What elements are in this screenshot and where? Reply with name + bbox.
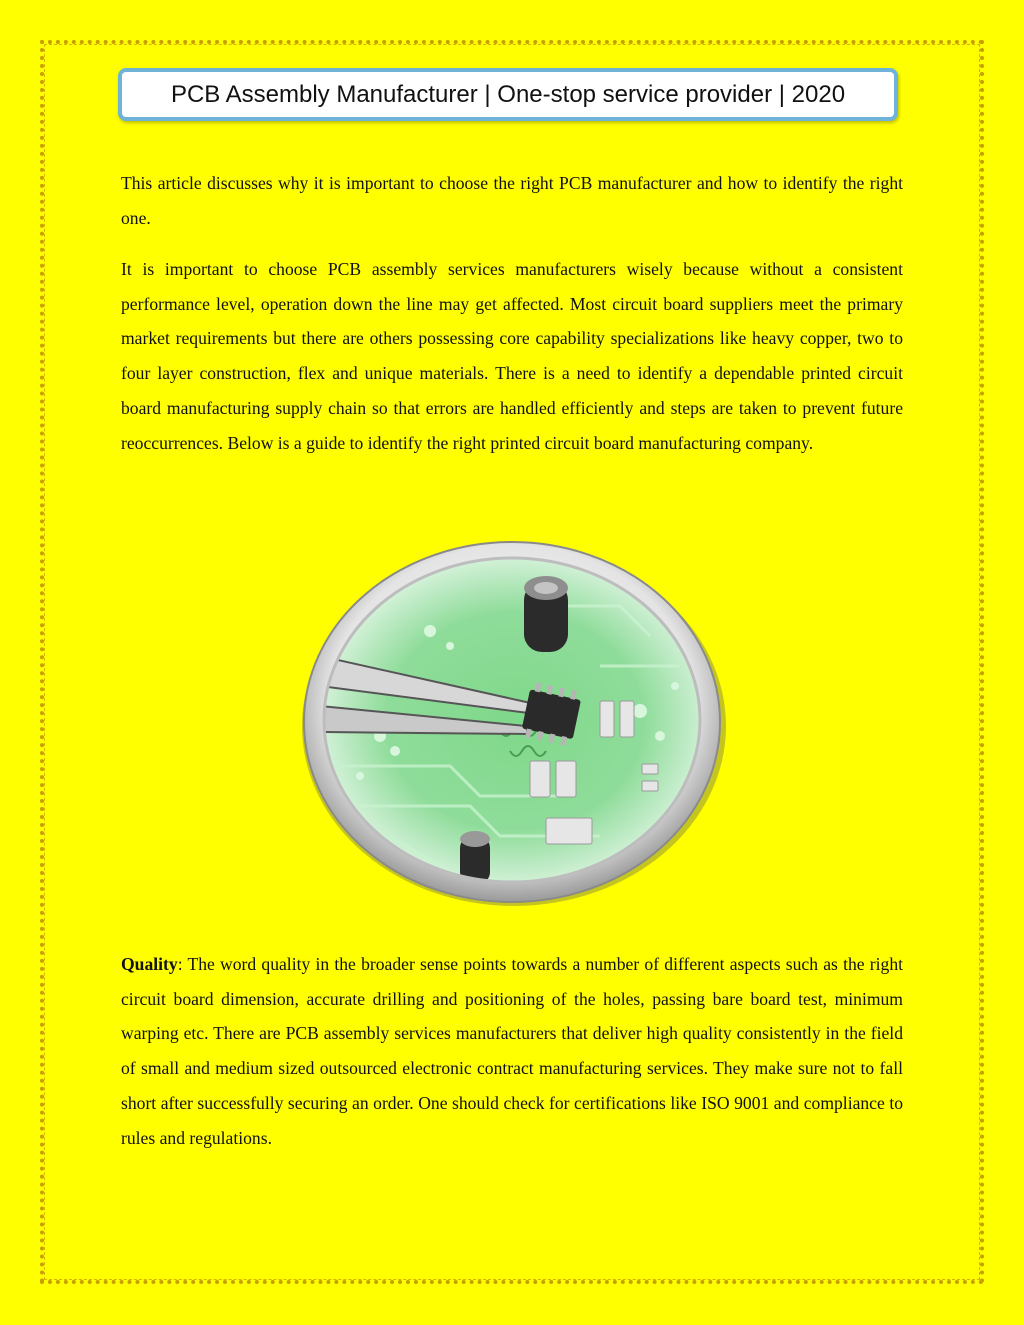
title-box [118,68,898,121]
quality-label: Quality [121,954,178,974]
intro-paragraph: This article discusses why it is important to choose the right PCB manufacturer and how to identify the right one. [121,173,903,228]
pcb-tweezers-image [300,536,730,908]
quality-text: : The word quality in the broader sense points towards a number of different aspects such as the right circuit board dimension, accurate drilling and positioning of the holes, passing bare board test, minimum warping etc. There are PCB assembly services manufacturers that deliver high quality consistently in the field of small and medium sized outsourced electronic contract manufacturing services. They make sure not to fall short after successfully securing an order. One should check for certifications like ISO 9001 and compliance to rules and regulations. [121,954,903,1148]
quality-paragraph [121,947,903,1155]
body-paragraph: It is important to choose PCB assembly services manufacturers wisely because without a consistent performance level, operation down the line may get affected. Most circuit board suppliers meet the primary market requirements but there are others possessing core capability specializations like heavy copper, two to four layer construction, flex and unique materials. There is a need to identify a dependable printed circuit board manufacturing supply chain so that errors are handled efficiently and steps are taken to prevent future reoccurrences. Below is a guide to identify the right printed circuit board manufacturing company. [121,259,903,453]
page-title: PCB Assembly Manufacturer | One-stop service provider | 2020 [170,80,846,108]
